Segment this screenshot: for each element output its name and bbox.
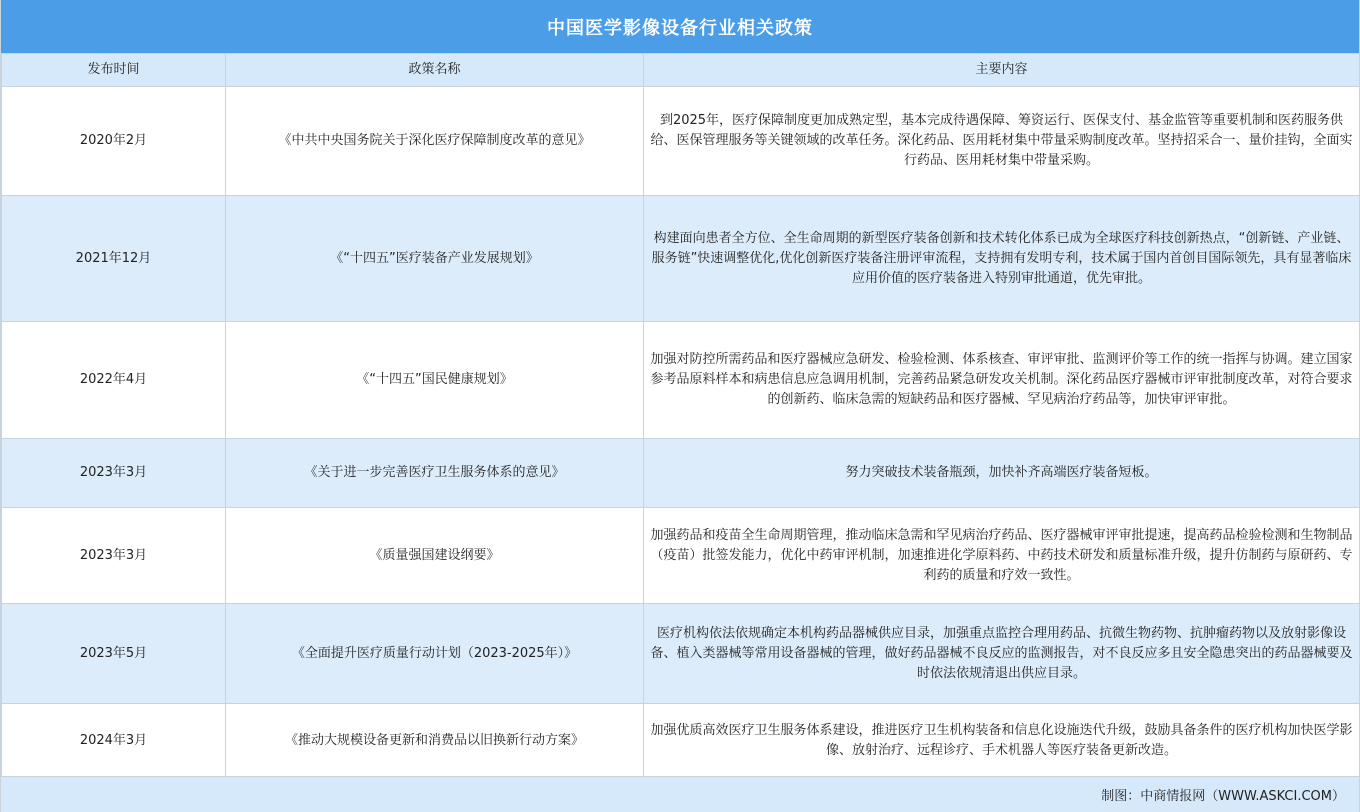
source-footer bbox=[1, 776, 1359, 812]
row-date: 2021年12月 bbox=[2, 196, 226, 322]
row-content: 到2025年，医疗保障制度更加成熟定型，基本完成待遇保障、筹资运行、医保支付、基金监管等重要机制和医药服务供给、医保管理服务等关键领域的改革任务。深化药品、医用耗材集中带量采购制度改革。坚持招采合一、量价挂钩，全面实行药品、医用耗材集中带量采购。 bbox=[644, 87, 1360, 196]
row-date: 2022年4月 bbox=[2, 322, 226, 439]
source-credit: 制图：中商情报网（WWW.ASKCI.COM） bbox=[1101, 789, 1345, 804]
table-row bbox=[2, 439, 1360, 508]
table-row bbox=[2, 604, 1360, 704]
row-content: 医疗机构依法依规确定本机构药品器械供应目录，加强重点监控合理用药品、抗微生物药物、抗肿瘤药物以及放射影像设备、植入类器械等常用设备器械的管理，做好药品器械不良反应的监测报告，对不良反应多且安全隐患突出的药品器械要及时依法依规清退出供应目录。 bbox=[644, 604, 1360, 704]
table-row bbox=[2, 508, 1360, 604]
table-row bbox=[2, 704, 1360, 778]
row-content: 加强药品和疫苗全生命周期管理，推动临床急需和罕见病治疗药品、医疗器械审评审批提速，提高药品检验检测和生物制品（疫苗）批签发能力，优化中药审评机制，加速推进化学原料药、中药技术研发和质量标准升级，提升仿制药与原研药、专利药的质量和疗效一致性。 bbox=[644, 508, 1360, 604]
header-date: 发布时间 bbox=[2, 54, 226, 87]
table-row bbox=[2, 196, 1360, 322]
header-policy-name: 政策名称 bbox=[226, 54, 644, 87]
policy-table bbox=[1, 53, 1360, 778]
row-content: 加强对防控所需药品和医疗器械应急研发、检验检测、体系核查、审评审批、监测评价等工作的统一指挥与协调。建立国家参考品原料样本和病患信息应急调用机制，完善药品紧急研发攻关机制。深化药品医疗器械市评审批制度改革，对符合要求的创新药、临床急需的短缺药品和医疗器械、罕见病治疗药品等，加快审评审批。 bbox=[644, 322, 1360, 439]
row-date: 2023年3月 bbox=[2, 508, 226, 604]
row-policy-name: 《“十四五”医疗装备产业发展规划》 bbox=[226, 196, 644, 322]
row-date: 2023年3月 bbox=[2, 439, 226, 508]
table-row bbox=[2, 87, 1360, 196]
row-policy-name: 《推动大规模设备更新和消费品以旧换新行动方案》 bbox=[226, 704, 644, 778]
row-policy-name: 《全面提升医疗质量行动计划（2023-2025年）》 bbox=[226, 604, 644, 704]
row-date: 2023年5月 bbox=[2, 604, 226, 704]
row-date: 2020年2月 bbox=[2, 87, 226, 196]
row-content: 努力突破技术装备瓶颈，加快补齐高端医疗装备短板。 bbox=[644, 439, 1360, 508]
table-header-row bbox=[2, 54, 1360, 87]
row-policy-name: 《中共中央国务院关于深化医疗保障制度改革的意见》 bbox=[226, 87, 644, 196]
row-policy-name: 《质量强国建设纲要》 bbox=[226, 508, 644, 604]
table-title: 中国医学影像设备行业相关政策 bbox=[1, 0, 1359, 53]
row-content: 构建面向患者全方位、全生命周期的新型医疗装备创新和技术转化体系已成为全球医疗科技创新热点，“创新链、产业链、服务链”快速调整优化,优化创新医疗装备注册评审流程，支持拥有发明专利，技术属于国内首创目国际领先，具有显著临床应用价值的医疗装备进入特别审批通道，优先审批。 bbox=[644, 196, 1360, 322]
row-date: 2024年3月 bbox=[2, 704, 226, 778]
table-row bbox=[2, 322, 1360, 439]
row-policy-name: 《“十四五”国民健康规划》 bbox=[226, 322, 644, 439]
row-content: 加强优质高效医疗卫生服务体系建设，推进医疗卫生机构装备和信息化设施迭代升级，鼓励具备条件的医疗机构加快医学影像、放射治疗、远程诊疗、手术机器人等医疗装备更新改造。 bbox=[644, 704, 1360, 778]
header-main-content: 主要内容 bbox=[644, 54, 1360, 87]
row-policy-name: 《关于进一步完善医疗卫生服务体系的意见》 bbox=[226, 439, 644, 508]
